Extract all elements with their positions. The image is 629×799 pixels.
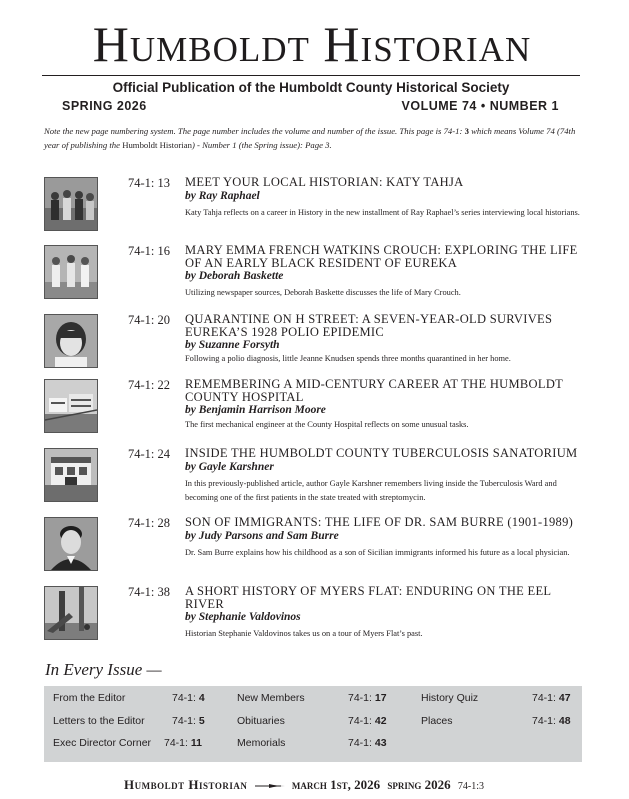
- in-every-issue-box: [44, 686, 582, 762]
- article-page: 74-1: 20: [128, 313, 171, 327]
- regular-item-label[interactable]: New Members: [237, 692, 305, 704]
- footer-date: march 1st, 2026: [291, 777, 381, 792]
- regular-item-page: 74-1: 17: [348, 692, 387, 704]
- page-numbering-note: Note the new page numbering system. The page number includes the volume and number of the issue. This page is 74-1: 3 which means Volume 74 (74th year of publishing the Humboldt Historian) - Number 1 (the Spring issue): Page 3.: [44, 126, 576, 150]
- article-page: 74-1: 16: [128, 244, 171, 258]
- article-author: by Judy Parsons and Sam Burre: [185, 529, 339, 542]
- footer-title: Humboldt Historian: [124, 777, 248, 792]
- article-page: 74-1: 38: [128, 585, 171, 599]
- regular-item-label[interactable]: Letters to the Editor: [53, 715, 145, 727]
- in-every-issue-heading: In Every Issue —: [45, 660, 162, 679]
- article-title: INSIDE THE HUMBOLDT COUNTY TUBERCULOSIS SANATORIUM: [185, 446, 578, 460]
- article-page: 74-1: 24: [128, 447, 171, 461]
- article-author: by Deborah Baskette: [185, 270, 284, 282]
- article-title: REMEMBERING A MID-CENTURY CAREER AT THE HUMBOLDT COUNTY HOSPITAL: [185, 377, 563, 404]
- regular-item-label[interactable]: Memorials: [237, 737, 286, 749]
- article-page: 74-1: 28: [128, 516, 171, 530]
- regular-item-page: 74-1: 43: [348, 737, 387, 749]
- publication-subtitle: Official Publication of the Humboldt County Historical Society: [112, 80, 510, 95]
- footer-season: spring 2026: [387, 777, 451, 792]
- forest-thumbnail: [44, 586, 98, 640]
- regular-item-page: 74-1: 11: [164, 737, 202, 749]
- hospital-aerial-thumbnail: [44, 379, 98, 433]
- article-author: by Ray Raphael: [185, 189, 260, 202]
- regular-item-label[interactable]: History Quiz: [421, 692, 479, 704]
- article-page: 74-1: 22: [128, 378, 171, 392]
- issue-volume: VOLUME 74 • NUMBER 1: [401, 99, 559, 113]
- article-description: Dr. Sam Burre explains how his childhood as a son of Sicilian immigrants informed his future as a local physician.: [185, 547, 570, 557]
- regular-item-page: 74-1: 47: [532, 692, 571, 704]
- article-description: Katy Tahja reflects on a career in History in the new installment of Ray Raphael’s series interviewing local historians.: [185, 207, 580, 217]
- regular-item-page: 74-1: 42: [348, 715, 387, 727]
- family-photo-thumbnail: [44, 245, 98, 299]
- article-title: A SHORT HISTORY OF MYERS FLAT: ENDURING ON THE EEL RIVER: [185, 584, 551, 611]
- article-description: The first mechanical engineer at the County Hospital reflects on some unusual tasks.: [185, 420, 469, 429]
- article-description: Following a polio diagnosis, little Jeanne Knudsen spends three months quarantined in her home.: [185, 354, 511, 363]
- article-description: In this previously-published article, author Gayle Karshner remembers living inside the Tuberculosis Ward and becoming one of the first patients in the state treated with streptomycin.: [185, 478, 557, 502]
- article-author: by Stephanie Valdovinos: [185, 611, 301, 623]
- regular-item-label[interactable]: Exec Director Corner: [53, 737, 152, 749]
- regular-item-label[interactable]: Obituaries: [237, 715, 285, 727]
- regular-item-page: 74-1: 5: [172, 715, 205, 727]
- regular-item-page: 74-1: 4: [172, 692, 205, 704]
- article-description: Historian Stephanie Valdovinos takes us on a tour of Myers Flat’s past.: [185, 629, 423, 638]
- article-title: QUARANTINE ON H STREET: A SEVEN-YEAR-OLD SURVIVES EUREKA’S 1928 POLIO EPIDEMIC: [185, 312, 553, 339]
- masthead-title: Humboldt Historian: [92, 16, 532, 72]
- article-title: MEET YOUR LOCAL HISTORIAN: KATY TAHJA: [185, 175, 464, 189]
- regular-item-page: 74-1: 48: [532, 715, 571, 727]
- article-author: by Gayle Karshner: [185, 460, 274, 473]
- girl-portrait-thumbnail: [44, 314, 98, 368]
- footer-arrow-icon: [255, 782, 285, 790]
- article-author: by Suzanne Forsyth: [185, 339, 280, 351]
- group-photo-thumbnail: [44, 177, 98, 231]
- article-title: MARY EMMA FRENCH WATKINS CROUCH: EXPLORING THE LIFE OF AN EARLY BLACK RESIDENT OF EUREKA: [185, 243, 578, 270]
- footer-page-number: 74-1:3: [457, 781, 484, 792]
- masthead-rule: [42, 75, 580, 76]
- sanatorium-thumbnail: [44, 448, 98, 502]
- page-footer: [124, 777, 594, 793]
- article-page: 74-1: 13: [128, 176, 171, 190]
- article-author: by Benjamin Harrison Moore: [185, 404, 326, 416]
- regular-item-label[interactable]: From the Editor: [53, 692, 126, 704]
- article-description: Utilizing newspaper sources, Deborah Baskette discusses the life of Mary Crouch.: [185, 288, 461, 297]
- issue-season: SPRING 2026: [62, 99, 147, 113]
- article-title: SON OF IMMIGRANTS: THE LIFE OF DR. SAM BURRE (1901-1989): [185, 515, 574, 529]
- regular-item-label[interactable]: Places: [421, 715, 453, 727]
- man-portrait-thumbnail: [44, 517, 98, 571]
